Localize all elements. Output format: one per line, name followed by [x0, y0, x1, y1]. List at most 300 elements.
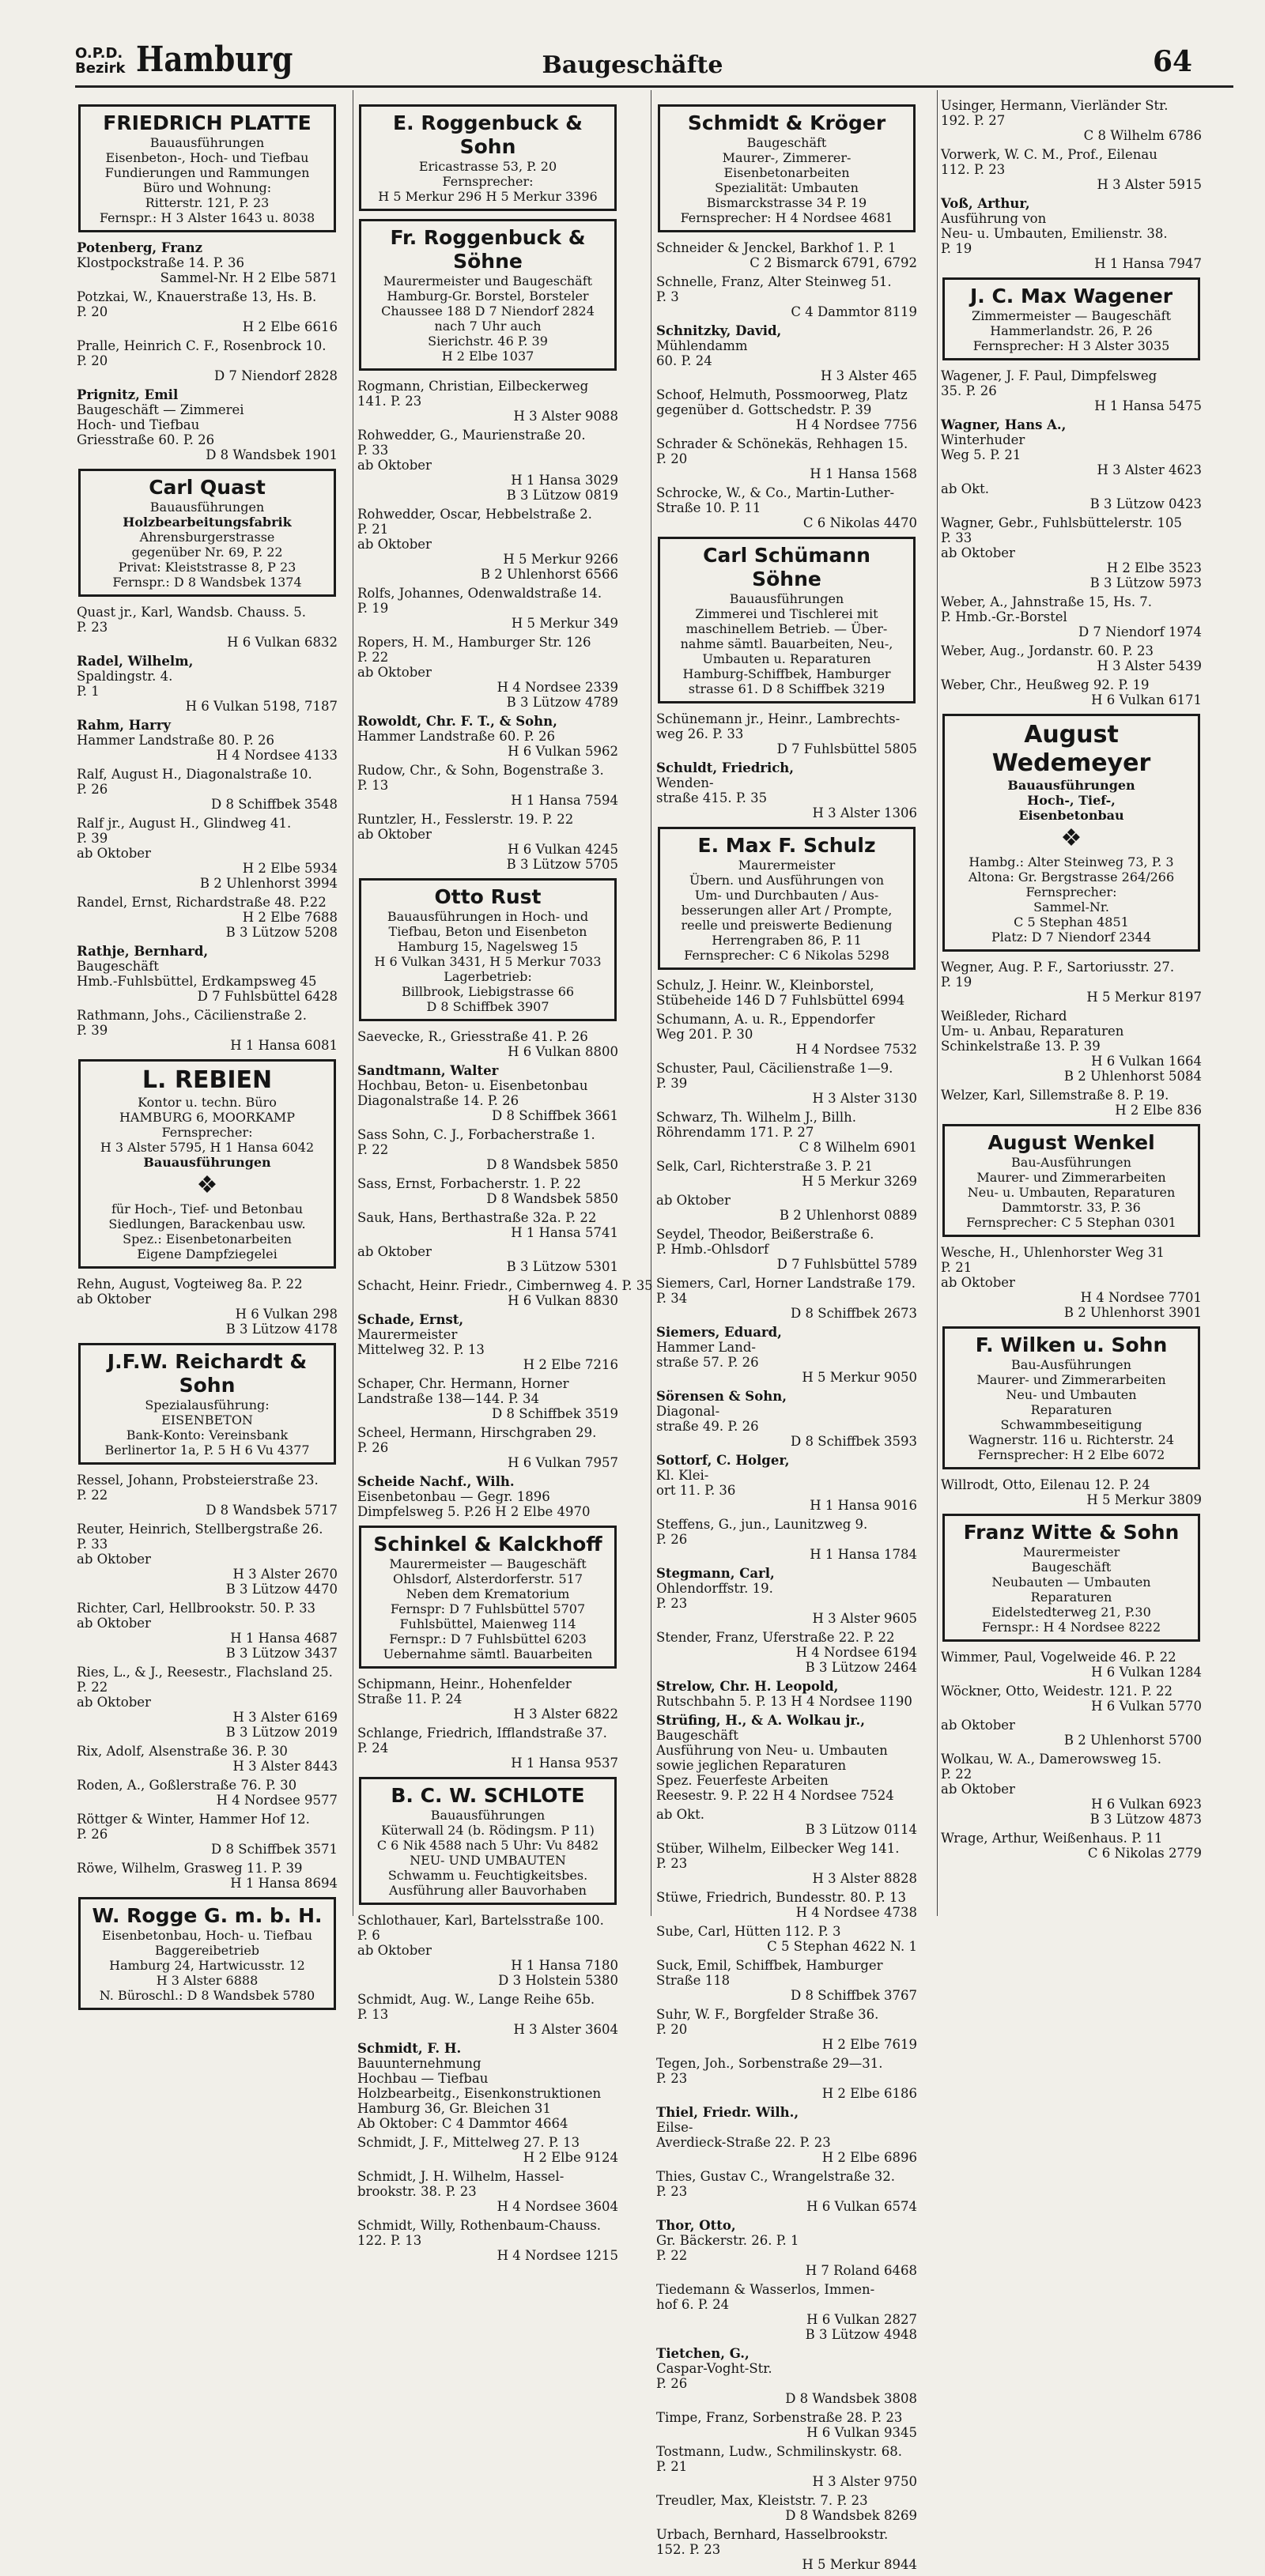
entry-line: ab Oktober	[656, 1193, 731, 1208]
entry-line: P. 39	[656, 1076, 688, 1091]
entry-phone: H 3 Alster 1306	[812, 805, 917, 820]
entry-line: P. 23	[656, 1596, 688, 1611]
entry-name: Tietchen, G.,	[656, 2346, 750, 2361]
entry-line: ab Oktober	[77, 1616, 151, 1631]
directory-entry	[656, 1713, 917, 1803]
ad-title: FRIEDRICH PLATTE	[103, 111, 312, 134]
directory-entry	[77, 605, 338, 650]
entry-line: Wagener, J. F. Paul, Dimpfelsweg	[941, 368, 1157, 383]
ad-line: Baugeschäft	[746, 135, 827, 150]
entry-phone: D 8 Schiffbek 3661	[492, 1108, 618, 1123]
directory-entry	[357, 1029, 618, 1059]
entry-phone: D 8 Schiffbek 3767	[791, 1988, 917, 2003]
entry-line: P. 23	[656, 2071, 688, 2086]
ad-line: Kontor u. techn. Büro	[138, 1095, 277, 1110]
directory-entry	[656, 1566, 917, 1626]
directory-entry	[77, 240, 338, 285]
entry-line: P. 23	[656, 2184, 688, 2199]
entry-line: P. 20	[656, 2022, 688, 2037]
entry-line: Straße 118	[656, 1973, 731, 1988]
entry-line: ab Oktober	[77, 1292, 151, 1307]
ad-line: C 5 Stephan 4851	[1014, 915, 1129, 930]
advertisement-box	[78, 469, 336, 597]
entry-line: Straße 11. P. 24	[357, 1692, 463, 1707]
entry-line: Rolfs, Johannes, Odenwaldstraße 14.	[357, 586, 602, 601]
ad-line: Platz: D 7 Niendorf 2344	[991, 930, 1152, 945]
entry-line: Wenden-	[656, 775, 714, 790]
entry-phone: C 8 Wilhelm 6901	[799, 1140, 917, 1155]
entry-line: P. 22	[656, 2248, 688, 2263]
directory-entry	[357, 1726, 618, 1771]
entry-line: Schaper, Chr. Hermann, Horner	[357, 1376, 569, 1391]
directory-entry	[357, 714, 618, 759]
ad-title: Fr. Roggenbuck & Söhne	[390, 226, 586, 273]
entry-phone: B 3 Lützow 4948	[805, 2327, 917, 2342]
ad-line: Bauausführungen	[729, 591, 844, 606]
directory-entry	[656, 436, 917, 481]
entry-phone: H 2 Elbe 7619	[821, 2037, 917, 2052]
advertisement-box	[78, 1059, 336, 1269]
ad-bold-line: Hoch-, Tief-,	[1027, 793, 1116, 808]
entry-line: Gr. Bäckerstr. 26. P. 1	[656, 2233, 799, 2248]
entry-phone: H 3 Alster 6169	[232, 1710, 338, 1725]
entry-line: Sass Sohn, C. J., Forbacherstraße 1.	[357, 1127, 595, 1142]
entry-line: Röwe, Wilhelm, Grasweg 11. P. 39	[77, 1861, 303, 1876]
directory-entry	[77, 767, 338, 812]
entry-line: P. 21	[941, 1260, 972, 1275]
directory-entry	[656, 711, 917, 756]
entry-line: P. 1	[77, 684, 100, 699]
directory-entry	[357, 379, 618, 424]
entry-line: Landstraße 138—144. P. 34	[357, 1391, 540, 1406]
directory-entry	[656, 760, 917, 820]
entry-line: 35. P. 26	[941, 383, 997, 398]
directory-entry	[77, 1744, 338, 1774]
ad-line: Maurermeister	[738, 858, 836, 873]
entry-line: Vorwerk, W. C. M., Prof., Eilenau	[941, 147, 1157, 162]
entry-name: Voß, Arthur,	[941, 196, 1030, 211]
entry-phone: B 2 Uhlenhorst 5700	[1063, 1733, 1202, 1748]
entry-phone: B 3 Lützow 4789	[506, 695, 618, 710]
entry-line: P. 21	[656, 2459, 688, 2474]
entry-name: Rahm, Harry	[77, 718, 171, 733]
directory-entry	[357, 2135, 618, 2165]
directory-entry	[941, 481, 1202, 511]
entry-name: Schmidt, F. H.	[357, 2041, 462, 2056]
directory-entry	[357, 507, 618, 582]
entry-line: P. 26	[77, 782, 108, 797]
entry-line: ab Oktober	[77, 1695, 151, 1710]
opd-text: O.P.D.	[75, 45, 123, 62]
entry-phone: H 2 Elbe 6616	[242, 319, 338, 334]
entry-line: Schumann, A. u. R., Eppendorfer	[656, 1012, 875, 1027]
entry-line: Hammer Landstraße 60. P. 26	[357, 729, 555, 744]
entry-phone: H 6 Vulkan 8800	[508, 1044, 618, 1059]
entry-line: Ralf jr., August H., Glindweg 41.	[77, 816, 292, 831]
entry-phone: H 1 Hansa 3029	[511, 473, 618, 488]
entry-line: Seydel, Theodor, Beißerstraße 6.	[656, 1227, 874, 1242]
entry-line: Ab Oktober: C 4 Dammtor 4664	[357, 2116, 568, 2131]
entry-phone: D 8 Wandsbek 8269	[785, 2508, 917, 2523]
page-number: 64	[1153, 45, 1193, 78]
entry-line: weg 26. P. 33	[656, 726, 744, 741]
entry-line: ab Oktober	[941, 545, 1015, 560]
entry-phone: D 8 Schiffbek 3593	[791, 1434, 917, 1449]
ad-line: Chaussee 188 D 7 Niendorf 2824	[381, 304, 595, 319]
entry-phone: B 3 Lützow 5705	[506, 857, 618, 872]
entry-phone: B 2 Uhlenhorst 3994	[199, 876, 338, 891]
entry-line: P. 39	[77, 831, 108, 846]
ad-line: Bauausführungen	[149, 135, 265, 150]
directory-entry	[357, 1312, 618, 1372]
ad-line: Maurermeister	[1022, 1544, 1120, 1560]
ad-line: Siedlungen, Barackenbau usw.	[108, 1216, 306, 1231]
entry-phone: H 6 Vulkan 6923	[1091, 1797, 1202, 1812]
ad-line: Maurer- und Zimmerarbeiten	[976, 1372, 1166, 1387]
ad-line: reelle und preiswerte Bedienung	[681, 918, 893, 933]
entry-line: Roden, A., Goßlerstraße 76. P. 30	[77, 1778, 297, 1793]
ad-line: H 3 Alster 6888	[156, 1973, 259, 1988]
entry-name: Stegmann, Carl,	[656, 1566, 775, 1581]
entry-line: Schacht, Heinr. Friedr., Cimbernweg 4. P. 35	[357, 1278, 653, 1293]
entry-line: Schwarz, Th. Wilhelm J., Billh.	[656, 1110, 857, 1125]
entry-line: Selk, Carl, Richterstraße 3. P. 21	[656, 1159, 873, 1174]
entry-line: 60. P. 24	[656, 353, 712, 368]
entry-line: P. 22	[357, 1142, 389, 1157]
directory-entry	[77, 1522, 338, 1597]
entry-phone: H 4 Nordsee 2339	[497, 680, 618, 695]
entry-line: Stüber, Wilhelm, Eilbecker Weg 141.	[656, 1841, 900, 1856]
column-1	[77, 98, 338, 2018]
entry-line: Reesestr. 9. P. 22 H 4 Nordsee 7524	[656, 1788, 894, 1803]
entry-line: Röttger & Winter, Hammer Hof 12.	[77, 1812, 310, 1827]
entry-line: Ralf, August H., Diagonalstraße 10.	[77, 767, 312, 782]
entry-line: Averdieck-Straße 22. P. 23	[656, 2135, 831, 2150]
entry-line: P. 26	[656, 1532, 688, 1547]
directory-entry	[77, 895, 338, 940]
entry-name: Thiel, Friedr. Wilh.,	[656, 2105, 799, 2120]
directory-entry	[656, 274, 917, 319]
ad-line: Ahrensburgerstrasse	[139, 530, 275, 545]
directory-entry	[656, 1159, 917, 1189]
directory-entry	[941, 1650, 1202, 1680]
ad-line: Fernsprecher: C 6 Nikolas 5298	[684, 948, 889, 963]
entry-line: Schnelle, Franz, Alter Steinweg 51.	[656, 274, 892, 289]
advertisement-box	[359, 219, 617, 371]
entry-phone: H 6 Vulkan 8830	[508, 1293, 618, 1308]
entry-name: Schade, Ernst,	[357, 1312, 464, 1327]
entry-name: Scheide Nachf., Wilh.	[357, 1474, 515, 1489]
entry-line: Rohwedder, G., Maurienstraße 20.	[357, 428, 586, 443]
entry-phone: D 8 Wandsbek 1901	[206, 447, 338, 462]
directory-entry	[77, 1277, 338, 1337]
entry-line: Stüwe, Friedrich, Bundesstr. 80. P. 13	[656, 1890, 906, 1905]
entry-phone: H 1 Hansa 7947	[1094, 256, 1202, 271]
entry-line: Hamburg 36, Gr. Bleichen 31	[357, 2101, 551, 2116]
entry-phone: D 7 Niendorf 2828	[213, 368, 338, 383]
entry-line: Ausführung von	[941, 211, 1047, 226]
entry-phone: H 3 Alster 3130	[812, 1091, 917, 1106]
entry-phone: B 3 Lützow 0819	[506, 488, 618, 503]
entry-line: Hochbau, Beton- u. Eisenbetonbau	[357, 1078, 588, 1093]
entry-phone: H 2 Elbe 6186	[821, 2086, 917, 2101]
entry-line: P. 33	[941, 530, 972, 545]
entry-line: Schünemann jr., Heinr., Lambrechts-	[656, 711, 901, 726]
entry-name: Schuldt, Friedrich,	[656, 760, 795, 775]
ad-line: Hamburg 24, Hartwicusstr. 12	[109, 1958, 305, 1973]
entry-phone: H 7 Roland 6468	[805, 2263, 917, 2278]
ad-line: Fernsprecher: H 3 Alster 3035	[972, 338, 1170, 353]
ad-line: Bauausführungen in Hoch- und	[387, 909, 589, 924]
directory-entry	[941, 594, 1202, 639]
entry-phone: H 1 Hansa 7594	[511, 793, 618, 808]
ad-line: Bauausführungen	[430, 1808, 546, 1823]
entry-line: Quast jr., Karl, Wandsb. Chauss. 5.	[77, 605, 307, 620]
entry-line: Rehn, August, Vogteiweg 8a. P. 22	[77, 1277, 303, 1292]
entry-phone: B 3 Lützow 0114	[805, 1822, 917, 1837]
entry-name: Strelow, Chr. H. Leopold,	[656, 1679, 839, 1694]
advertisement-box	[359, 104, 617, 211]
directory-entry	[656, 240, 917, 270]
ad-line: Maurermeister und Baugeschäft	[383, 273, 593, 289]
entry-name: Rathje, Bernhard,	[77, 944, 209, 959]
ad-line: Privat: Kleiststrasse 8, P 23	[118, 560, 296, 575]
ad-line: Baugeschäft	[1031, 1560, 1112, 1575]
directory-entry	[357, 2218, 618, 2263]
ad-line: Bank-Konto: Vereinsbank	[126, 1428, 289, 1443]
entry-phone: H 3 Alster 3604	[513, 2022, 618, 2037]
entry-phone: D 7 Fuhlsbüttel 5805	[776, 741, 917, 756]
diamond-icon: ❖	[1060, 824, 1082, 852]
entry-line: Schmidt, J. H. Wilhelm, Hassel-	[357, 2169, 565, 2184]
directory-entry	[656, 1325, 917, 1385]
entry-line: Kl. Klei-	[656, 1468, 709, 1483]
entry-line: P. 13	[357, 778, 389, 793]
entry-line: Schlange, Friedrich, Ifflandstraße 37.	[357, 1726, 607, 1741]
entry-line: ab Oktober	[357, 1943, 432, 1958]
directory-entry	[656, 1890, 917, 1920]
directory-entry	[656, 2218, 917, 2278]
entry-line: ab Oktober	[77, 1552, 151, 1567]
entry-phone: H 6 Vulkan 4245	[508, 842, 618, 857]
ad-line: Neben dem Krematorium	[406, 1586, 570, 1601]
entry-line: Sass, Ernst, Forbacherstr. 1. P. 22	[357, 1176, 581, 1191]
directory-entry	[357, 1244, 618, 1274]
entry-line: P. 20	[77, 353, 108, 368]
ad-line: Spez.: Eisenbetonarbeiten	[123, 1231, 292, 1247]
directory-entry	[656, 2105, 917, 2165]
directory-entry	[77, 816, 338, 891]
entry-line: P. 33	[357, 443, 389, 458]
entry-line: 192. P. 27	[941, 113, 1006, 128]
ad-line: Bau-Ausführungen	[1011, 1155, 1131, 1170]
directory-entry	[941, 643, 1202, 673]
directory-entry	[656, 2346, 917, 2406]
entry-line: P. 23	[77, 620, 108, 635]
entry-phone: H 2 Elbe 3523	[1106, 560, 1202, 575]
ad-line: Bauausführungen	[149, 500, 265, 515]
ad-line: strasse 61. D 8 Schiffbek 3219	[688, 681, 886, 696]
ad-title: L. REBIEN	[142, 1066, 273, 1094]
entry-phone: H 4 Nordsee 4133	[216, 748, 338, 763]
ad-line: Altona: Gr. Bergstrasse 264/266	[968, 869, 1175, 884]
entry-phone: D 8 Schiffbek 3519	[492, 1406, 618, 1421]
ad-title: Schmidt & Kröger	[687, 111, 886, 134]
entry-phone: C 6 Nikolas 4470	[802, 515, 917, 530]
entry-line: ab Okt.	[656, 1807, 705, 1822]
entry-phone: H 6 Vulkan 9345	[806, 2425, 917, 2440]
directory-entry	[656, 2444, 917, 2489]
entry-line: P. 6	[357, 1928, 380, 1943]
directory-entry	[656, 1841, 917, 1886]
advertisement-box	[942, 1514, 1200, 1642]
ad-title: Franz Witte & Sohn	[963, 1521, 1180, 1544]
directory-entry	[656, 1630, 917, 1675]
entry-line: Schinkelstraße 13. P. 39	[941, 1039, 1101, 1054]
ad-line: maschinellem Betrieb. — Über-	[685, 621, 888, 636]
entry-phone: H 5 Merkur 349	[511, 616, 618, 631]
ad-line: Tiefbau, Beton und Eisenbeton	[388, 924, 587, 939]
entry-phone: H 4 Nordsee 7756	[795, 417, 917, 432]
ad-line: Ausführung aller Bauvorhaben	[389, 1883, 587, 1898]
entry-line: Hammer Landstraße 80. P. 26	[77, 733, 274, 748]
advertisement-box	[78, 104, 336, 232]
entry-phone: D 3 Holstein 5380	[498, 1973, 618, 1988]
directory-entry	[941, 1245, 1202, 1320]
ad-line: Sierichstr. 46 P. 39	[428, 334, 548, 349]
entry-line: Diagonalstraße 14. P. 26	[357, 1093, 519, 1108]
entry-line: Spez. Feuerfeste Arbeiten	[656, 1773, 829, 1788]
ad-line: Maurermeister — Baugeschäft	[389, 1556, 587, 1571]
bezirk-text: Bezirk	[75, 60, 126, 77]
entry-line: Diagonal-	[656, 1404, 720, 1419]
directory-entry	[357, 1176, 618, 1206]
entry-phone: H 2 Elbe 5934	[242, 861, 338, 876]
ad-line: H 2 Elbe 1037	[441, 349, 534, 364]
entry-phone: H 5 Merkur 8197	[1086, 990, 1202, 1005]
entry-line: ab Okt.	[941, 481, 990, 496]
ad-line: Fundierungen und Rammungen	[104, 165, 310, 180]
entry-phone: H 2 Elbe 6896	[821, 2150, 917, 2165]
directory-entry	[77, 387, 338, 462]
directory-entry	[357, 763, 618, 808]
entry-line: Um- u. Anbau, Reparaturen	[941, 1024, 1124, 1039]
ad-line: Ericastrasse 53, P. 20	[418, 159, 557, 174]
entry-line: ab Oktober	[357, 827, 432, 842]
entry-line: P. 19	[357, 601, 389, 616]
entry-line: ab Oktober	[357, 1244, 432, 1259]
directory-entry	[656, 1012, 917, 1057]
directory-entry	[656, 2056, 917, 2101]
directory-entry	[357, 428, 618, 503]
entry-name: Rowoldt, Chr. F. T., & Sohn,	[357, 714, 557, 729]
directory-entry	[656, 2169, 917, 2214]
page-header	[0, 0, 1265, 95]
directory-entry	[941, 960, 1202, 1005]
directory-entry	[656, 2007, 917, 2052]
entry-phone: D 7 Fuhlsbüttel 5789	[776, 1257, 917, 1272]
entry-line: P. 39	[77, 1023, 108, 1038]
ad-bold-line: Bauausführungen	[1007, 778, 1135, 793]
entry-line: brookstr. 38. P. 23	[357, 2184, 477, 2199]
entry-phone: D 8 Wandsbek 5850	[486, 1157, 618, 1172]
entry-name: Prignitz, Emil	[77, 387, 179, 402]
directory-entry	[656, 387, 917, 432]
entry-phone: C 8 Wilhelm 6786	[1083, 128, 1202, 143]
ad-line: D 8 Schiffbek 3907	[426, 999, 549, 1014]
entry-line: Rudow, Chr., & Sohn, Bogenstraße 3.	[357, 763, 604, 778]
directory-entry	[77, 1665, 338, 1740]
directory-entry	[656, 1924, 917, 1954]
ad-line: Hambg.: Alter Steinweg 73, P. 3	[969, 854, 1174, 869]
directory-entry	[77, 718, 338, 763]
entry-line: P. Hmb.-Ohlsdorf	[656, 1242, 769, 1257]
entry-name: Sandtmann, Walter	[357, 1063, 499, 1078]
directory-entry	[357, 1913, 618, 1988]
directory-entry	[357, 586, 618, 631]
entry-phone: D 8 Schiffbek 3548	[211, 797, 338, 812]
entry-line: Winterhuder	[941, 432, 1025, 447]
ad-bold-line: Holzbearbeitungsfabrik	[123, 515, 292, 530]
entry-line: sowie jeglichen Reparaturen	[656, 1758, 847, 1773]
entry-line: Holzbearbeitg., Eisenkonstruktionen	[357, 2086, 602, 2101]
entry-line: Schrader & Schönekäs, Rehhagen 15.	[656, 436, 908, 451]
directory-entry	[941, 98, 1202, 143]
ad-line: Hamburg-Schiffbek, Hamburger	[682, 666, 891, 681]
entry-line: P. 22	[77, 1680, 108, 1695]
entry-phone: H 3 Alster 5439	[1097, 658, 1202, 673]
advertisement-box	[658, 827, 916, 970]
entry-line: straße 57. P. 26	[656, 1355, 759, 1370]
entry-name: Schnitzky, David,	[656, 323, 782, 338]
entry-line: Reuter, Heinrich, Stellbergstraße 26.	[77, 1522, 323, 1537]
entry-line: Eilse-	[656, 2120, 693, 2135]
entry-line: Rathmann, Johs., Cäcilienstraße 2.	[77, 1008, 308, 1023]
directory-entry	[357, 1063, 618, 1123]
column-3	[656, 98, 917, 2576]
entry-phone: B 3 Lützow 3437	[225, 1646, 338, 1661]
directory-entry	[656, 1061, 917, 1106]
entry-name: Wagner, Hans A.,	[941, 417, 1067, 432]
advertisement-box	[359, 1777, 617, 1905]
advertisement-box	[942, 714, 1200, 952]
directory-entry	[77, 654, 338, 714]
directory-entry	[656, 1227, 917, 1272]
ad-line: Hamburg 15, Nagelsweg 15	[397, 939, 579, 954]
entry-line: ab Oktober	[77, 846, 151, 861]
entry-line: Schuster, Paul, Cäcilienstraße 1—9.	[656, 1061, 893, 1076]
entry-phone: H 5 Merkur 3809	[1086, 1492, 1202, 1507]
entry-line: Wegner, Aug. P. F., Sartoriusstr. 27.	[941, 960, 1175, 975]
entry-line: P. 33	[77, 1537, 108, 1552]
entry-line: Rix, Adolf, Alsenstraße 36. P. 30	[77, 1744, 288, 1759]
ad-line: besserungen aller Art / Prompte,	[681, 903, 893, 918]
entry-line: Saevecke, R., Griesstraße 41. P. 26	[357, 1029, 588, 1044]
ad-line: HAMBURG 6, MOORKAMP	[119, 1110, 296, 1125]
ad-title: E. Roggenbuck & Sohn	[393, 111, 583, 158]
advertisement-box	[658, 537, 916, 703]
ad-line: Uebernahme sämtl. Bauarbeiten	[383, 1646, 593, 1661]
entry-line: Stübeheide 146 D 7 Fuhlsbüttel 6994	[656, 993, 905, 1008]
ad-line: Sammel-Nr.	[1033, 900, 1109, 915]
entry-line: Pralle, Heinrich C. F., Rosenbrock 10.	[77, 338, 327, 353]
entry-phone: C 2 Bismarck 6791, 6792	[750, 255, 917, 270]
entry-line: P. 13	[357, 2007, 389, 2022]
entry-line: Schmidt, J. F., Mittelweg 27. P. 13	[357, 2135, 580, 2150]
directory-entry	[656, 2527, 917, 2572]
advertisement-box	[78, 1897, 336, 2010]
ad-title: E. Max F. Schulz	[697, 834, 876, 857]
